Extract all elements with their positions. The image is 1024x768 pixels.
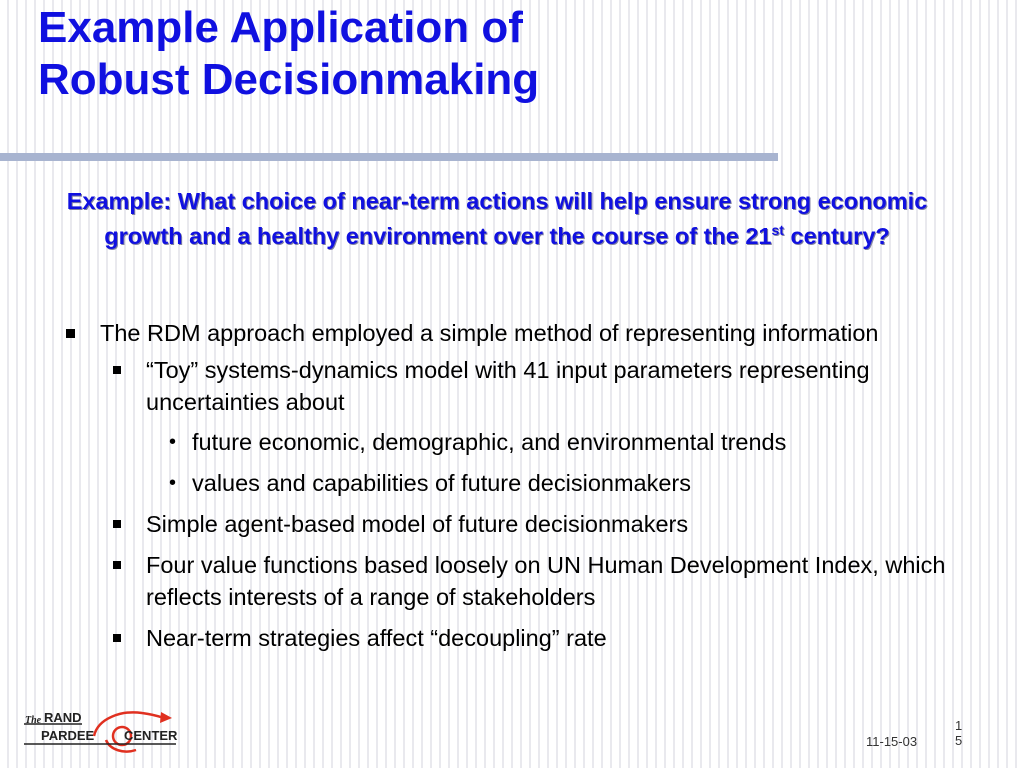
slide-title	[38, 2, 539, 106]
bullet-item-level3	[146, 426, 960, 458]
bullet-item-level2	[100, 508, 960, 540]
square-bullet-icon	[113, 561, 121, 569]
logo-the-text: The	[25, 715, 42, 726]
page-number: 15	[955, 718, 963, 748]
footer-date: 11-15-03	[866, 734, 918, 749]
square-bullet-icon	[113, 520, 121, 528]
bullet-text: Simple agent-based model of future decisionmakers	[146, 511, 689, 537]
logo-arrowhead-icon	[160, 712, 172, 723]
bullet-item-level1	[60, 316, 960, 654]
bullet-text: “Toy” systems-dynamics model with 41 input parameters representing uncertainties about	[146, 357, 870, 415]
example-question-text: Example: What choice of near-term actions will help ensure strong economic growth and a healthy environment over the course of the 21	[66, 188, 928, 249]
bullet-list	[60, 316, 960, 663]
example-question-tail: century?	[783, 223, 890, 249]
bullet-text: Four value functions based loosely on UN Human Development Index, which reflects interests of a range of stakeholders	[146, 552, 946, 610]
bullet-text: The RDM approach employed a simple method of representing information	[100, 320, 879, 346]
logo-pardee-text: PARDEE	[41, 728, 95, 743]
bullet-item-level2	[100, 354, 960, 499]
dot-bullet-icon: •	[169, 472, 177, 494]
example-question	[60, 184, 934, 254]
dot-bullet-icon: •	[169, 431, 177, 453]
bullet-text: future economic, demographic, and environmental trends	[192, 429, 787, 455]
rand-pardee-center-logo	[24, 706, 184, 758]
slide-title-line-1: Example Application of	[38, 3, 523, 52]
logo-rand-text: RAND	[44, 710, 82, 725]
example-question-superscript: st	[771, 222, 784, 238]
bullet-item-level3	[146, 467, 960, 499]
bullet-item-level2	[100, 549, 960, 613]
title-underline-rule	[0, 153, 778, 161]
square-bullet-icon	[113, 634, 121, 642]
logo-center-text: CENTER	[124, 728, 178, 743]
slide-title-line-2: Robust Decisionmaking	[38, 55, 540, 104]
sub-bullet-list	[100, 354, 960, 654]
sub-sub-bullet-list	[146, 426, 960, 499]
bullet-text: values and capabilities of future decisionmakers	[192, 470, 691, 496]
bullet-item-level2	[100, 622, 960, 654]
bullet-text: Near-term strategies affect “decoupling” rate	[146, 625, 607, 651]
square-bullet-icon	[113, 366, 121, 374]
square-bullet-icon	[66, 329, 75, 338]
